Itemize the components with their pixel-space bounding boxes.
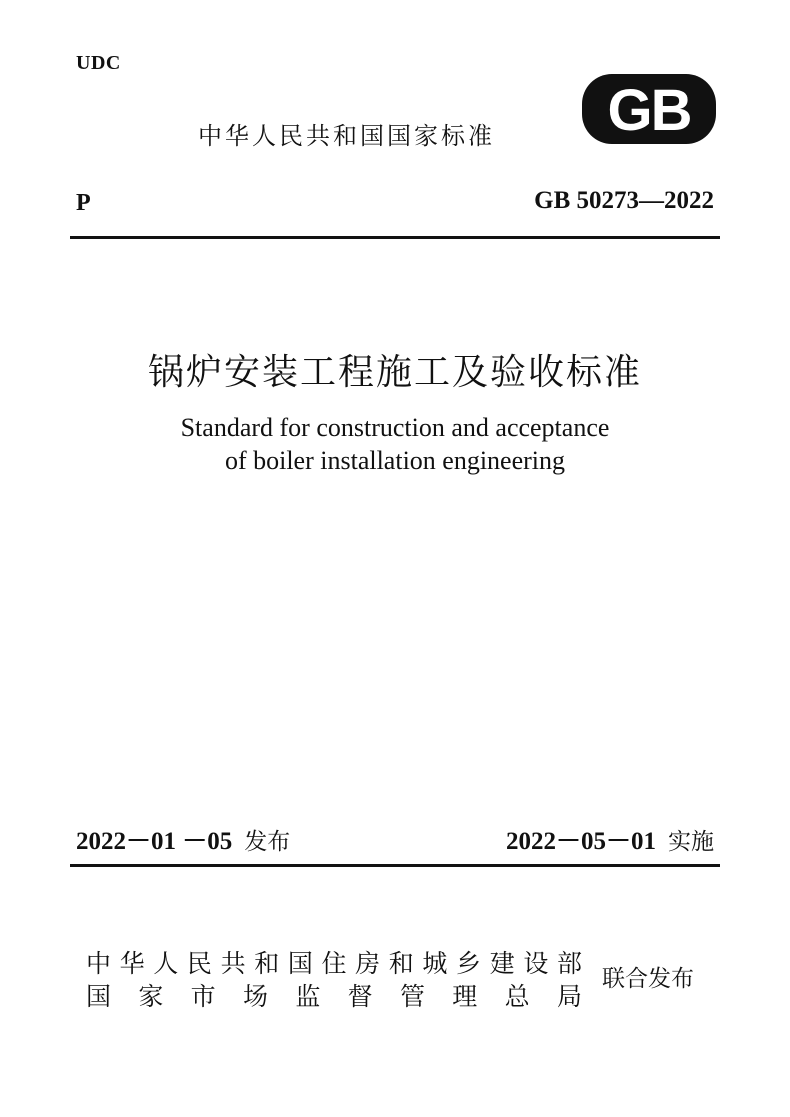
publisher-char: 民 bbox=[186, 949, 212, 978]
publisher-char: 家 bbox=[138, 982, 164, 1011]
publisher-char: 建 bbox=[489, 949, 515, 978]
implement-date bbox=[506, 821, 714, 857]
issue-label: 发布 bbox=[244, 829, 291, 855]
publisher-char: 住 bbox=[321, 949, 347, 978]
publisher-char: 和 bbox=[388, 949, 414, 978]
title-english-line1: Standard for construction and acceptance bbox=[180, 413, 610, 442]
national-standard-heading: 中华人民共和国国家标准 bbox=[198, 122, 495, 150]
publisher-char: 总 bbox=[504, 982, 530, 1011]
publisher-char: 市 bbox=[190, 982, 216, 1011]
publisher-char: 人 bbox=[153, 949, 179, 978]
publisher-char: 和 bbox=[254, 949, 280, 978]
implement-date-value: 2022－05－01 bbox=[505, 828, 656, 855]
publisher-char: 设 bbox=[523, 949, 549, 978]
publisher-char: 理 bbox=[452, 982, 478, 1011]
publisher-char: 乡 bbox=[456, 949, 482, 978]
publisher-line2 bbox=[86, 977, 582, 1013]
publisher-char: 中 bbox=[86, 949, 112, 978]
gb-logo bbox=[582, 74, 716, 144]
top-divider bbox=[70, 236, 720, 239]
classification-code: P bbox=[76, 190, 91, 216]
publisher-char: 共 bbox=[220, 949, 246, 978]
issue-date bbox=[76, 821, 290, 857]
bottom-divider bbox=[70, 864, 720, 867]
implement-label: 实施 bbox=[668, 829, 714, 855]
publisher-char: 场 bbox=[242, 982, 268, 1011]
publisher-char: 部 bbox=[556, 949, 582, 978]
joint-publish-label: 联合发布 bbox=[602, 966, 694, 992]
publisher-char: 国 bbox=[86, 982, 112, 1011]
svg-text:GB: GB bbox=[607, 78, 691, 143]
publisher-char: 城 bbox=[422, 949, 448, 978]
title-english-line2: of boiler installation engineering bbox=[224, 446, 566, 475]
publisher-line1 bbox=[86, 944, 582, 980]
publisher-char: 国 bbox=[287, 949, 313, 978]
udc-label: UDC bbox=[76, 52, 121, 74]
publisher-char: 华 bbox=[119, 949, 145, 978]
standard-number: GB 50273—2022 bbox=[534, 187, 714, 214]
publisher-char: 管 bbox=[399, 982, 425, 1011]
publisher-char: 局 bbox=[556, 982, 582, 1011]
publisher-char: 监 bbox=[295, 982, 321, 1011]
title-chinese: 锅炉安装工程施工及验收标准 bbox=[147, 352, 642, 393]
publisher-char: 房 bbox=[355, 949, 381, 978]
issue-date-value: 2022－01 －05 bbox=[76, 828, 233, 855]
publisher-char: 督 bbox=[347, 982, 373, 1011]
